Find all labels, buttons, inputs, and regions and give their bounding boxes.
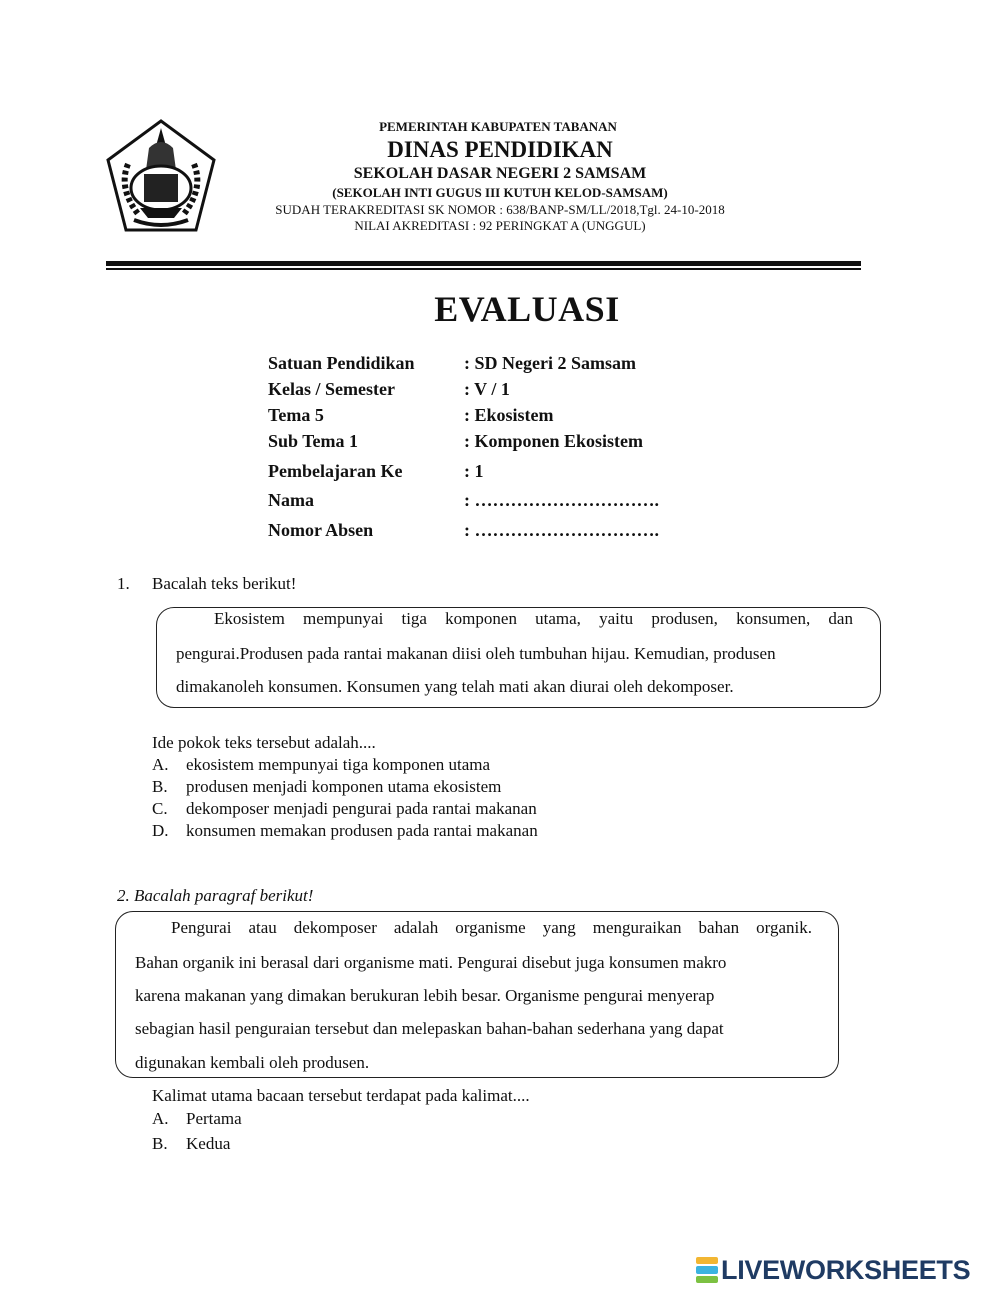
letterhead-cluster: (SEKOLAH INTI GUGUS III KUTUH KELOD-SAMSAM) bbox=[332, 185, 668, 200]
passage-word: atau bbox=[248, 918, 277, 937]
identity-label: Tema 5 bbox=[268, 405, 324, 425]
letterhead-department: DINAS PENDIDIKAN bbox=[387, 137, 613, 162]
identity-value: : SD Negeri 2 Samsam bbox=[464, 353, 636, 373]
passage-word: yang bbox=[542, 918, 576, 937]
letterhead-school: SEKOLAH DASAR NEGERI 2 SAMSAM bbox=[353, 165, 647, 182]
answer-option[interactable]: ekosistem mempunyai tiga komponen utama bbox=[186, 755, 491, 774]
passage-line: pengurai.Produsen pada rantai makanan diisi oleh tumbuhan hijau. Kemudian, produsen bbox=[176, 644, 776, 663]
passage-word: bahan bbox=[698, 918, 740, 937]
option-letter: A. bbox=[152, 1109, 169, 1128]
passage-word: organik. bbox=[756, 918, 812, 937]
option-letter: B. bbox=[152, 777, 168, 796]
identity-label: Pembelajaran Ke bbox=[268, 461, 403, 481]
passage-word: organisme bbox=[455, 918, 526, 937]
identity-value: : 1 bbox=[464, 461, 484, 481]
passage-line: karena makanan yang dimakan berukuran lebih besar. Organisme pengurai menyerap bbox=[135, 986, 715, 1005]
liveworksheets-brand bbox=[696, 1254, 970, 1286]
passage-line-justified bbox=[171, 918, 812, 938]
option-letter: C. bbox=[152, 799, 168, 818]
option-letter: B. bbox=[152, 1134, 168, 1153]
passage-word: Ekosistem bbox=[214, 609, 285, 628]
letterhead-divider-thin bbox=[106, 268, 861, 270]
identity-label: Kelas / Semester bbox=[268, 379, 395, 399]
option-letter: D. bbox=[152, 821, 169, 840]
question-instruction: 2. Bacalah paragraf berikut! bbox=[117, 886, 314, 905]
name-field[interactable]: : …………………………. bbox=[464, 490, 659, 510]
passage-line-justified bbox=[214, 609, 853, 629]
question-text: Ide pokok teks tersebut adalah.... bbox=[152, 733, 376, 752]
passage-word: dekomposer bbox=[293, 918, 377, 937]
letterhead-government: PEMERINTAH KABUPATEN TABANAN bbox=[379, 119, 617, 134]
letterhead-accreditation: SUDAH TERAKREDITASI SK NOMOR : 638/BANP-SM/LL/2018,Tgl. 24-10-2018 bbox=[275, 202, 725, 217]
liveworksheets-logo-icon bbox=[696, 1257, 718, 1283]
passage-word: tiga bbox=[401, 609, 427, 628]
passage-word: komponen bbox=[445, 609, 517, 628]
identity-label: Nomor Absen bbox=[268, 520, 374, 540]
answer-option[interactable]: dekomposer menjadi pengurai pada rantai makanan bbox=[186, 799, 537, 818]
identity-label: Satuan Pendidikan bbox=[268, 353, 415, 373]
question-instruction: Bacalah teks berikut! bbox=[152, 574, 297, 593]
passage-word: menguraikan bbox=[592, 918, 682, 937]
answer-option[interactable]: konsumen memakan produsen pada rantai makanan bbox=[186, 821, 538, 840]
question-text: Kalimat utama bacaan tersebut terdapat pada kalimat.... bbox=[152, 1086, 530, 1105]
letterhead-accreditation-score: NILAI AKREDITASI : 92 PERINGKAT A (UNGGUL) bbox=[354, 218, 646, 233]
passage-word: konsumen, bbox=[736, 609, 811, 628]
page-title: EVALUASI bbox=[434, 289, 620, 329]
identity-value: : V / 1 bbox=[464, 379, 510, 399]
absence-number-field[interactable]: : …………………………. bbox=[464, 520, 659, 540]
passage-line: digunakan kembali oleh produsen. bbox=[135, 1053, 370, 1072]
passage-word: Pengurai bbox=[171, 918, 232, 937]
passage-word: dan bbox=[828, 609, 853, 628]
question-number: 1. bbox=[117, 574, 130, 593]
identity-value: : Ekosistem bbox=[464, 405, 554, 425]
passage-word: adalah bbox=[393, 918, 439, 937]
identity-label: Nama bbox=[268, 490, 314, 510]
passage-line: dimakanoleh konsumen. Konsumen yang telah mati akan diurai oleh dekomposer. bbox=[176, 677, 734, 696]
letterhead-divider-thick bbox=[106, 261, 861, 266]
passage-line: Bahan organik ini berasal dari organisme mati. Pengurai disebut juga konsumen makro bbox=[135, 953, 727, 972]
answer-option[interactable]: Kedua bbox=[186, 1134, 231, 1153]
passage-word: utama, bbox=[535, 609, 581, 628]
passage-word: yaitu bbox=[599, 609, 634, 628]
answer-option[interactable]: Pertama bbox=[186, 1109, 242, 1128]
passage-line: sebagian hasil penguraian tersebut dan melepaskan bahan-bahan sederhana yang dapat bbox=[135, 1019, 724, 1038]
identity-value: : Komponen Ekosistem bbox=[464, 431, 644, 451]
identity-label: Sub Tema 1 bbox=[268, 431, 359, 451]
answer-option[interactable]: produsen menjadi komponen utama ekosistem bbox=[186, 777, 502, 796]
brand-name: LIVEWORKSHEETS bbox=[721, 1254, 971, 1285]
option-letter: A. bbox=[152, 755, 169, 774]
passage-word: produsen, bbox=[651, 609, 718, 628]
passage-word: mempunyai bbox=[303, 609, 384, 628]
